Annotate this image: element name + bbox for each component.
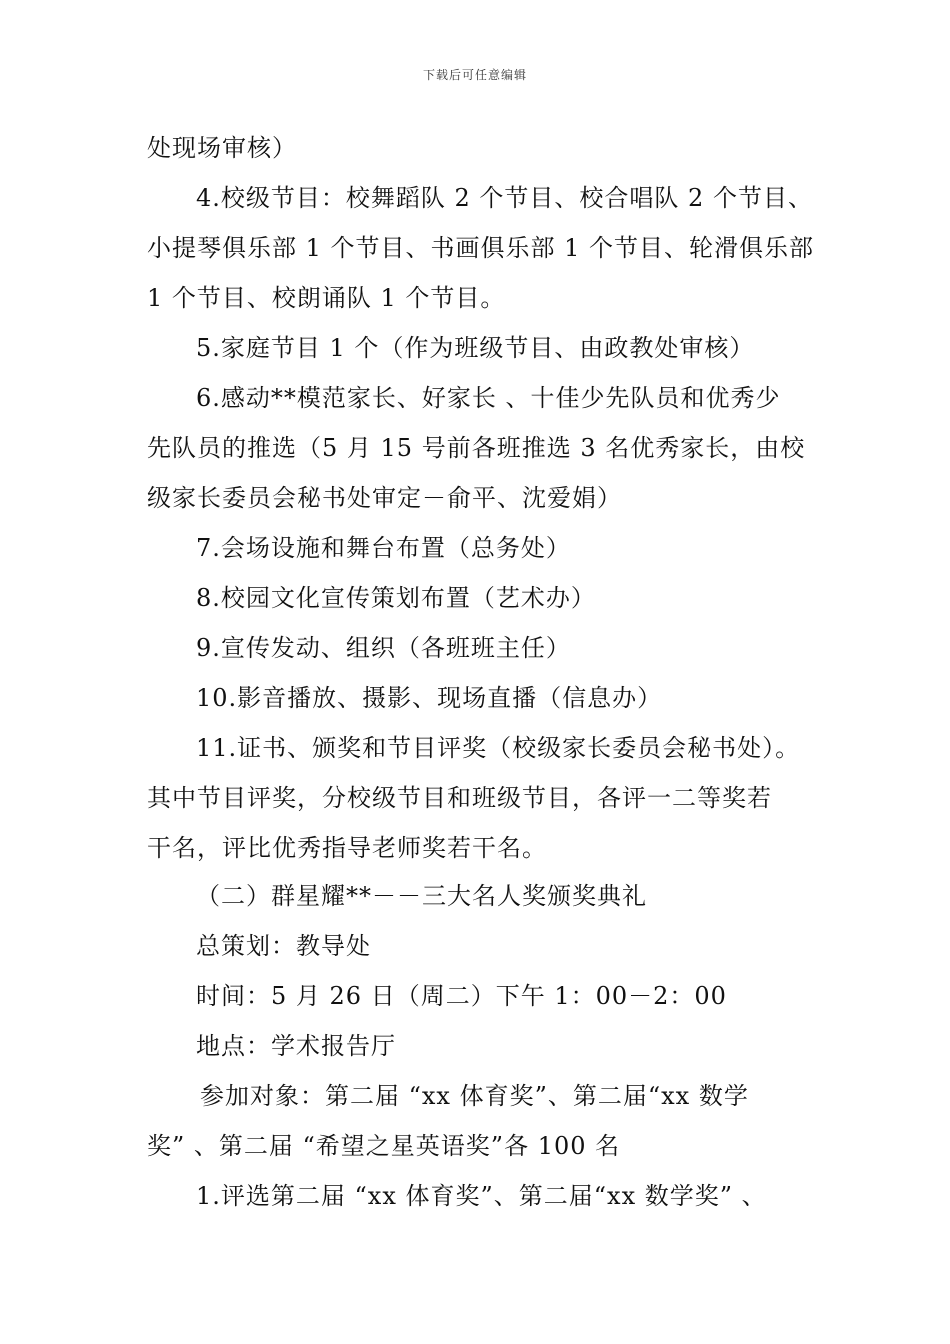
text-line: 时间：5 月 26 日（周二）下午 1：00－2：00 [196,982,727,1010]
text-line: 干名，评比优秀指导老师奖若干名。 [147,834,547,862]
text-line: 5.家庭节目 1 个（作为班级节目、由政教处审核） [196,334,755,362]
text-line: 先队员的推选（5 月 15 号前各班推选 3 名优秀家长，由校 [147,434,806,462]
text-line: 4.校级节目：校舞蹈队 2 个节目、校合唱队 2 个节目、 [196,184,813,212]
text-line: 奖” 、第二届 “希望之星英语奖”各 100 名 [147,1132,621,1160]
text-line: 级家长委员会秘书处审定－俞平、沈爱娟） [147,484,622,512]
text-line: 11.证书、颁奖和节目评奖（校级家长委员会秘书处）。 [196,734,801,762]
text-line: 8.校园文化宣传策划布置（艺术办） [196,584,596,612]
text-line: 处现场审核） [147,134,297,162]
text-line: 小提琴俱乐部 1 个节目、书画俱乐部 1 个节目、轮滑俱乐部 [147,234,815,262]
text-line: 9.宣传发动、组织（各班班主任） [196,634,571,662]
text-line: 7.会场设施和舞台布置（总务处） [196,534,571,562]
text-line: 1.评选第二届 “xx 体育奖”、第二届“xx 数学奖” 、 [196,1182,767,1210]
section-heading: （二）群星耀**－－三大名人奖颁奖典礼 [196,882,647,910]
page-header: 下载后可任意编辑 [422,68,527,82]
text-line: 总策划：教导处 [196,932,371,960]
text-line: 6.感动**模范家长、好家长 、十佳少先队员和优秀少 [196,384,781,412]
text-line: 10.影音播放、摄影、现场直播（信息办） [196,684,663,712]
text-line: 1 个节目、校朗诵队 1 个节目。 [147,284,506,312]
text-line: 参加对象：第二届 “xx 体育奖”、第二届“xx 数学 [200,1082,749,1110]
text-line: 地点：学术报告厅 [196,1032,396,1060]
text-line: 其中节目评奖，分校级节目和班级节目，各评一二等奖若 [147,784,772,812]
